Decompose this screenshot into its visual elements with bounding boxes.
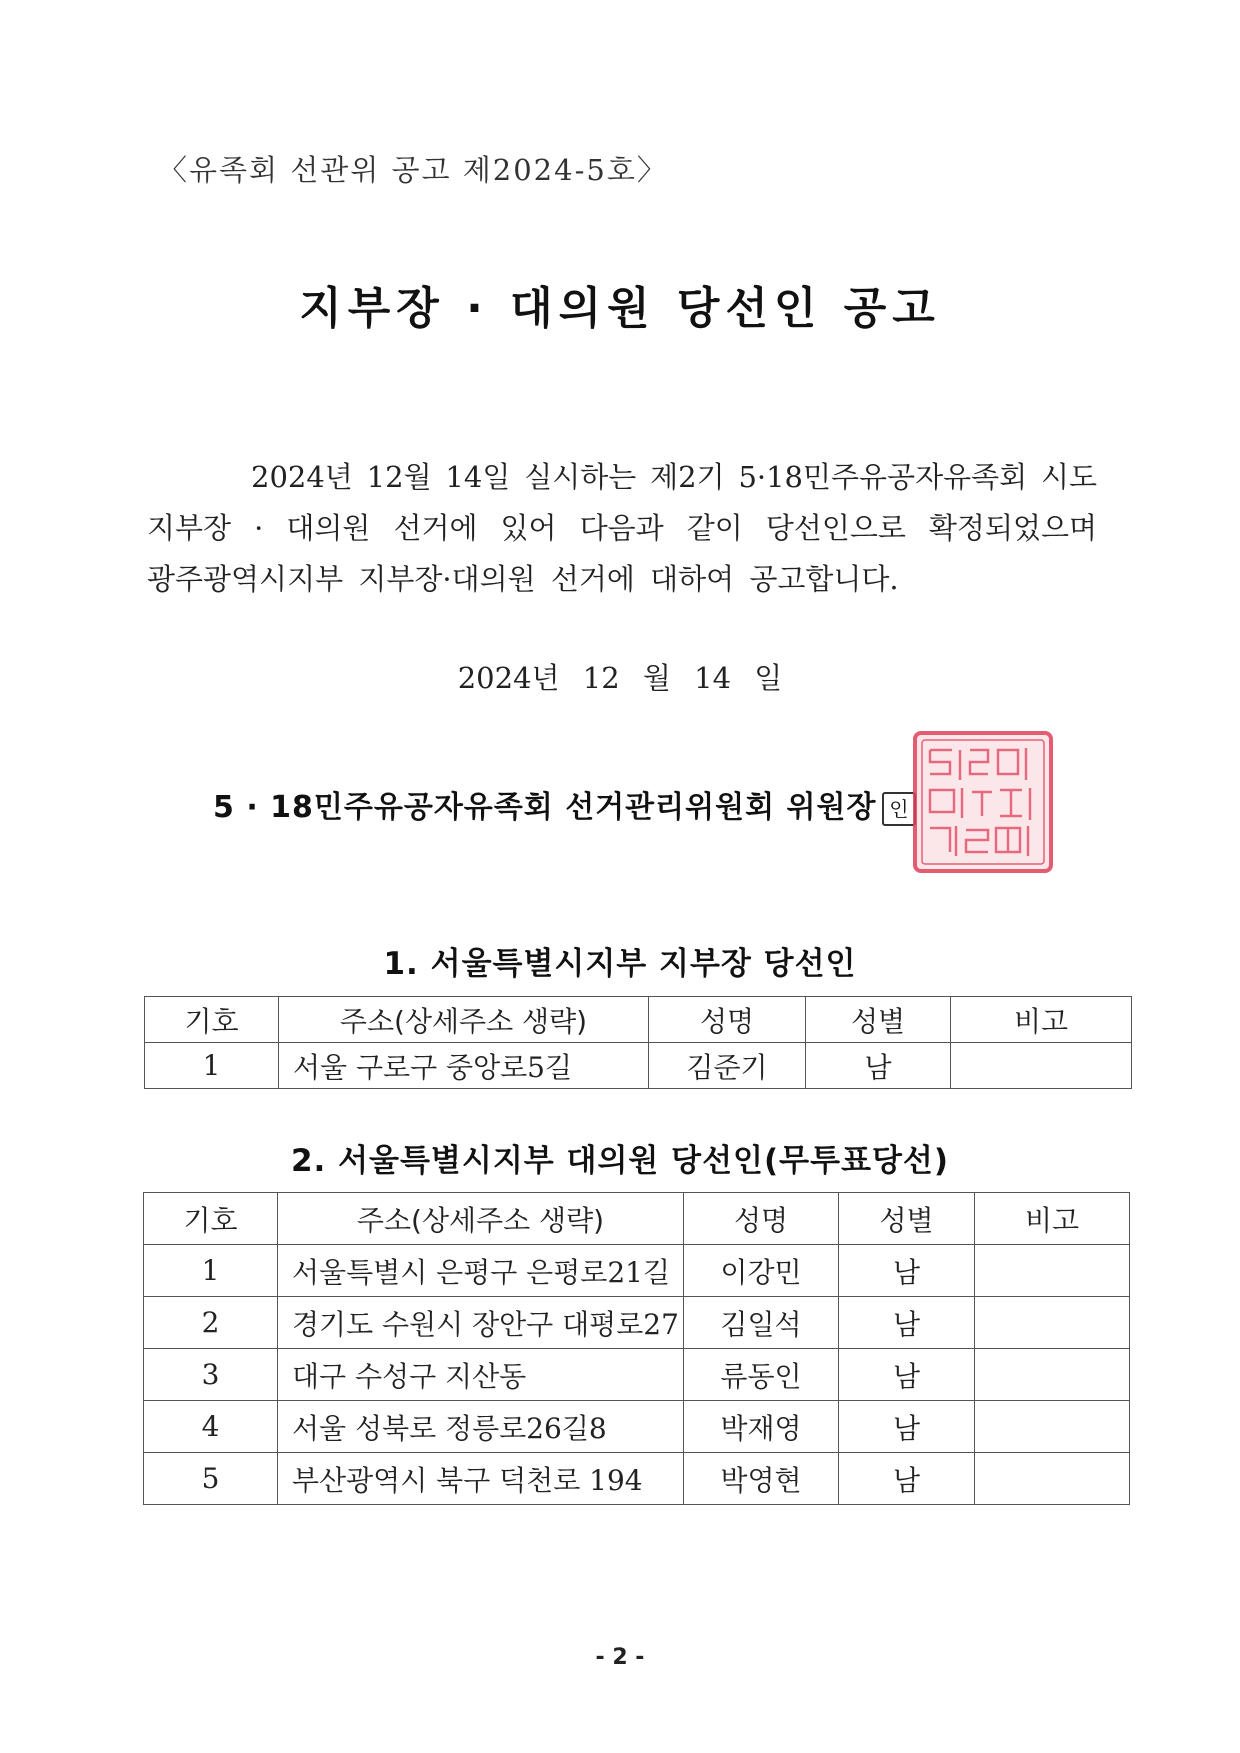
seal-mark: 인 <box>882 792 916 826</box>
cell-address: 부산광역시 북구 덕천로 194 <box>278 1453 684 1505</box>
section2-table <box>143 1192 1130 1505</box>
cell-name: 류동인 <box>684 1349 839 1401</box>
cell-name: 이강민 <box>684 1245 839 1297</box>
official-seal-stamp <box>912 730 1054 874</box>
cell-gender: 남 <box>839 1245 975 1297</box>
table-header-row <box>145 997 1132 1043</box>
cell-gender: 남 <box>806 1043 951 1089</box>
table-row <box>144 1297 1130 1349</box>
table-header-row <box>144 1193 1130 1245</box>
cell-gender: 남 <box>839 1349 975 1401</box>
cell-note <box>975 1401 1130 1453</box>
cell-name: 김준기 <box>649 1043 806 1089</box>
cell-address: 서울 성북로 정릉로26길8 <box>278 1401 684 1453</box>
cell-note <box>951 1043 1132 1089</box>
section2-title: 2. 서울특별시지부 대의원 당선인(무투표당선) <box>290 1143 950 1179</box>
cell-gender: 남 <box>839 1297 975 1349</box>
cell-note <box>975 1453 1130 1505</box>
cell-note <box>975 1297 1130 1349</box>
cell-no: 4 <box>144 1401 278 1453</box>
table-row <box>144 1453 1130 1505</box>
page-number: - 2 - <box>595 1645 645 1670</box>
cell-no: 1 <box>144 1245 278 1297</box>
cell-no: 5 <box>144 1453 278 1505</box>
header-no: 기호 <box>145 997 279 1043</box>
cell-address: 대구 수성구 지산동 <box>278 1349 684 1401</box>
header-address: 주소(상세주소 생략) <box>279 997 649 1043</box>
table-row <box>144 1349 1130 1401</box>
notice-date: 2024년 12 월 14 일 <box>457 661 783 695</box>
cell-gender: 남 <box>839 1401 975 1453</box>
cell-name: 박영현 <box>684 1453 839 1505</box>
notice-reference: 〈유족회 선관위 공고 제2024-5호〉 <box>158 153 668 187</box>
body-line-3: 광주광역시지부 지부장·대의원 선거에 대하여 공고합니다. <box>147 562 899 596</box>
header-address: 주소(상세주소 생략) <box>278 1193 684 1245</box>
cell-address: 서울특별시 은평구 은평로21길 <box>278 1245 684 1297</box>
signer-title: 5 · 18민주유공자유족회 선거관리위원회 위원장 <box>213 790 877 825</box>
header-gender: 성별 <box>839 1193 975 1245</box>
header-note: 비고 <box>951 997 1132 1043</box>
cell-name: 김일석 <box>684 1297 839 1349</box>
table-row <box>145 1043 1132 1089</box>
cell-name: 박재영 <box>684 1401 839 1453</box>
body-line-1: 2024년 12월 14일 실시하는 제2기 5·18민주유공자유족회 시도 <box>251 460 1097 494</box>
section1-table <box>144 996 1132 1089</box>
cell-address: 서울 구로구 중앙로5길 <box>279 1043 649 1089</box>
cell-gender: 남 <box>839 1453 975 1505</box>
cell-note <box>975 1245 1130 1297</box>
signer-line <box>213 782 916 826</box>
notice-body <box>147 452 1097 605</box>
header-name: 성명 <box>684 1193 839 1245</box>
header-no: 기호 <box>144 1193 278 1245</box>
cell-no: 2 <box>144 1297 278 1349</box>
body-line-2: 지부장 · 대의원 선거에 있어 다음과 같이 당선인으로 확정되었으며 <box>147 511 1097 545</box>
cell-no: 1 <box>145 1043 279 1089</box>
cell-note <box>975 1349 1130 1401</box>
table-row <box>144 1245 1130 1297</box>
page-title: 지부장 · 대의원 당선인 공고 <box>299 283 941 334</box>
header-note: 비고 <box>975 1193 1130 1245</box>
table-row <box>144 1401 1130 1453</box>
header-gender: 성별 <box>806 997 951 1043</box>
section1-title: 1. 서울특별시지부 지부장 당선인 <box>383 946 857 982</box>
cell-address: 경기도 수원시 장안구 대평로27 <box>278 1297 684 1349</box>
cell-no: 3 <box>144 1349 278 1401</box>
header-name: 성명 <box>649 997 806 1043</box>
